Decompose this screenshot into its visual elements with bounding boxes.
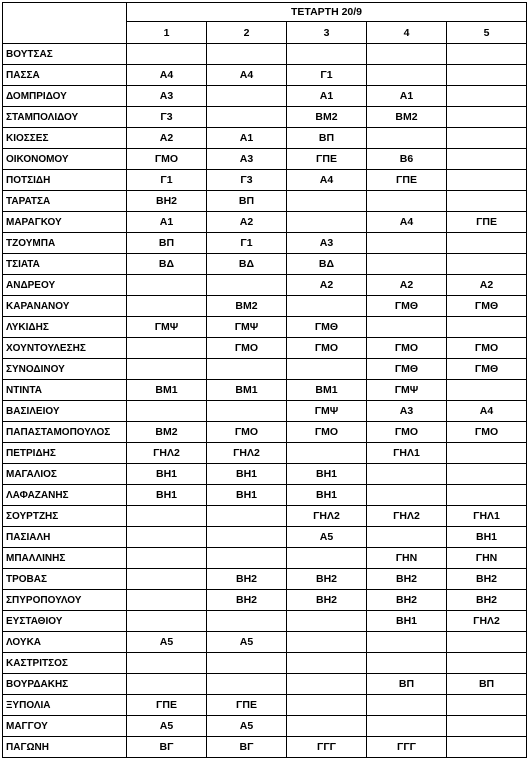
class-cell: ΓΜΨ bbox=[287, 401, 367, 422]
teacher-name: ΚΙΟΣΣΕΣ bbox=[3, 128, 127, 149]
class-cell: ΒΗ2 bbox=[127, 191, 207, 212]
class-cell bbox=[127, 527, 207, 548]
class-cell bbox=[367, 317, 447, 338]
class-cell: Α2 bbox=[207, 212, 287, 233]
class-cell: ΒΠ bbox=[287, 128, 367, 149]
schedule-body bbox=[3, 3, 527, 758]
table-row bbox=[3, 611, 527, 632]
class-cell: Α2 bbox=[127, 128, 207, 149]
class-cell bbox=[447, 653, 527, 674]
class-cell: Γ1 bbox=[127, 170, 207, 191]
class-cell bbox=[287, 674, 367, 695]
teacher-name: ΠΕΤΡΙΔΗΣ bbox=[3, 443, 127, 464]
class-cell: ΒΗ2 bbox=[287, 590, 367, 611]
class-cell bbox=[127, 275, 207, 296]
class-cell bbox=[447, 107, 527, 128]
class-cell bbox=[207, 275, 287, 296]
table-row bbox=[3, 296, 527, 317]
period-header: 1 bbox=[127, 22, 207, 44]
class-cell bbox=[447, 170, 527, 191]
table-row bbox=[3, 443, 527, 464]
table-row bbox=[3, 632, 527, 653]
teacher-name: ΤΡΟΒΑΣ bbox=[3, 569, 127, 590]
class-cell bbox=[127, 590, 207, 611]
teacher-name: ΑΝΔΡΕΟΥ bbox=[3, 275, 127, 296]
class-cell bbox=[207, 401, 287, 422]
teacher-name: ΒΟΥΤΣΑΣ bbox=[3, 44, 127, 65]
class-cell bbox=[367, 695, 447, 716]
class-cell: Α3 bbox=[287, 233, 367, 254]
class-cell: ΓΜΘ bbox=[287, 317, 367, 338]
teacher-name: ΛΟΥΚΑ bbox=[3, 632, 127, 653]
table-row bbox=[3, 128, 527, 149]
class-cell: ΓΠΕ bbox=[207, 695, 287, 716]
class-cell bbox=[367, 464, 447, 485]
class-cell: ΓΜΟ bbox=[287, 338, 367, 359]
class-cell bbox=[447, 254, 527, 275]
class-cell: Α3 bbox=[367, 401, 447, 422]
class-cell: ΓΠΕ bbox=[447, 212, 527, 233]
class-cell bbox=[207, 359, 287, 380]
class-cell: ΒΗ2 bbox=[367, 590, 447, 611]
teacher-name: ΜΑΓΑΛΙΟΣ bbox=[3, 464, 127, 485]
table-row bbox=[3, 527, 527, 548]
teacher-name: ΝΤΙΝΤΑ bbox=[3, 380, 127, 401]
table-row bbox=[3, 149, 527, 170]
teacher-name: ΠΑΣΙΑΛΗ bbox=[3, 527, 127, 548]
class-cell bbox=[127, 359, 207, 380]
table-row bbox=[3, 590, 527, 611]
teacher-name: ΣΟΥΡΤΖΗΣ bbox=[3, 506, 127, 527]
table-row bbox=[3, 485, 527, 506]
table-row bbox=[3, 44, 527, 65]
class-cell: Α1 bbox=[127, 212, 207, 233]
class-cell: ΒΗ2 bbox=[207, 569, 287, 590]
class-cell: ΒΗ1 bbox=[287, 464, 367, 485]
class-cell: ΓΓΓ bbox=[367, 737, 447, 758]
class-cell bbox=[127, 338, 207, 359]
teacher-name: ΜΑΓΓΟΥ bbox=[3, 716, 127, 737]
teacher-name: ΒΟΥΡΔΑΚΗΣ bbox=[3, 674, 127, 695]
class-cell: ΓΜΨ bbox=[207, 317, 287, 338]
table-row bbox=[3, 338, 527, 359]
class-cell bbox=[127, 653, 207, 674]
teacher-name: ΣΤΑΜΠΟΛΙΔΟΥ bbox=[3, 107, 127, 128]
class-cell bbox=[127, 569, 207, 590]
table-row bbox=[3, 212, 527, 233]
class-cell bbox=[287, 632, 367, 653]
table-row bbox=[3, 464, 527, 485]
day-label: ΤΕΤΑΡΤΗ 20/9 bbox=[127, 3, 527, 22]
class-cell: ΓΜΟ bbox=[207, 338, 287, 359]
table-row bbox=[3, 254, 527, 275]
class-cell: ΒΜ2 bbox=[127, 422, 207, 443]
teacher-name: ΟΙΚΟΝΟΜΟΥ bbox=[3, 149, 127, 170]
class-cell bbox=[447, 464, 527, 485]
class-cell: Α4 bbox=[367, 212, 447, 233]
class-cell: ΓΗΛ2 bbox=[127, 443, 207, 464]
class-cell: ΓΜΘ bbox=[447, 359, 527, 380]
class-cell: ΓΜΟ bbox=[127, 149, 207, 170]
class-cell: ΒΠ bbox=[207, 191, 287, 212]
class-cell bbox=[447, 128, 527, 149]
teacher-name: ΠΟΤΣΙΔΗ bbox=[3, 170, 127, 191]
class-cell bbox=[447, 443, 527, 464]
table-row bbox=[3, 275, 527, 296]
table-row bbox=[3, 548, 527, 569]
class-cell: ΓΠΕ bbox=[127, 695, 207, 716]
class-cell: ΓΜΟ bbox=[207, 422, 287, 443]
teacher-name: ΜΠΑΛΛΙΝΗΣ bbox=[3, 548, 127, 569]
period-header: 5 bbox=[447, 22, 527, 44]
class-cell: ΒΓ bbox=[207, 737, 287, 758]
class-cell: ΒΗ2 bbox=[447, 590, 527, 611]
table-row bbox=[3, 380, 527, 401]
class-cell bbox=[367, 632, 447, 653]
class-cell: Β6 bbox=[367, 149, 447, 170]
class-cell bbox=[287, 359, 367, 380]
class-cell: Α2 bbox=[287, 275, 367, 296]
class-cell: Γ1 bbox=[287, 65, 367, 86]
class-cell: ΒΠ bbox=[367, 674, 447, 695]
class-cell: Α3 bbox=[127, 86, 207, 107]
teacher-name: ΛΥΚΙΔΗΣ bbox=[3, 317, 127, 338]
class-cell bbox=[207, 611, 287, 632]
table-row bbox=[3, 359, 527, 380]
class-cell bbox=[287, 212, 367, 233]
class-cell: ΓΜΘ bbox=[367, 296, 447, 317]
teacher-name: ΠΑΠΑΣΤΑΜΟΠΟΥΛΟΣ bbox=[3, 422, 127, 443]
class-cell bbox=[367, 485, 447, 506]
class-cell: Α4 bbox=[127, 65, 207, 86]
class-cell bbox=[207, 44, 287, 65]
class-cell: ΒΔ bbox=[207, 254, 287, 275]
teacher-name: ΠΑΣΣΑ bbox=[3, 65, 127, 86]
class-cell: ΓΠΕ bbox=[367, 170, 447, 191]
class-cell: ΒΗ2 bbox=[367, 569, 447, 590]
class-cell: ΒΓ bbox=[127, 737, 207, 758]
table-row bbox=[3, 695, 527, 716]
class-cell: ΒΗ2 bbox=[447, 569, 527, 590]
class-cell bbox=[207, 527, 287, 548]
class-cell bbox=[127, 44, 207, 65]
table-row bbox=[3, 233, 527, 254]
class-cell: ΓΜΟ bbox=[287, 422, 367, 443]
table-row bbox=[3, 107, 527, 128]
class-cell: ΒΗ1 bbox=[287, 485, 367, 506]
class-cell: ΓΜΨ bbox=[367, 380, 447, 401]
class-cell: ΒΜ2 bbox=[367, 107, 447, 128]
teacher-name: ΣΥΝΟΔΙΝΟΥ bbox=[3, 359, 127, 380]
class-cell: ΓΜΟ bbox=[367, 422, 447, 443]
teacher-name: ΕΥΣΤΑΘΙΟΥ bbox=[3, 611, 127, 632]
class-cell bbox=[447, 632, 527, 653]
class-cell: ΓΓΓ bbox=[287, 737, 367, 758]
class-cell bbox=[287, 611, 367, 632]
class-cell bbox=[367, 128, 447, 149]
class-cell: ΓΜΟ bbox=[447, 338, 527, 359]
class-cell: ΓΗΛ2 bbox=[207, 443, 287, 464]
class-cell bbox=[447, 317, 527, 338]
class-cell: ΓΗΝ bbox=[367, 548, 447, 569]
class-cell bbox=[287, 296, 367, 317]
class-cell bbox=[367, 716, 447, 737]
class-cell: Α1 bbox=[287, 86, 367, 107]
class-cell: ΒΠ bbox=[447, 674, 527, 695]
teacher-name: ΜΑΡΑΓΚΟΥ bbox=[3, 212, 127, 233]
class-cell: Α5 bbox=[287, 527, 367, 548]
class-cell: Α3 bbox=[207, 149, 287, 170]
class-cell bbox=[127, 548, 207, 569]
class-cell bbox=[367, 65, 447, 86]
class-cell bbox=[367, 653, 447, 674]
class-cell: ΓΗΛ1 bbox=[447, 506, 527, 527]
teacher-name: ΞΥΠΟΛΙΑ bbox=[3, 695, 127, 716]
class-cell: ΒΠ bbox=[127, 233, 207, 254]
teacher-name: ΤΣΙΑΤΑ bbox=[3, 254, 127, 275]
class-cell: ΓΠΕ bbox=[287, 149, 367, 170]
class-cell: Γ1 bbox=[207, 233, 287, 254]
schedule-table bbox=[2, 2, 527, 758]
class-cell bbox=[207, 674, 287, 695]
table-row bbox=[3, 191, 527, 212]
class-cell: Γ3 bbox=[207, 170, 287, 191]
class-cell bbox=[207, 86, 287, 107]
class-cell: Α4 bbox=[207, 65, 287, 86]
class-cell bbox=[287, 443, 367, 464]
class-cell: ΒΗ1 bbox=[127, 485, 207, 506]
class-cell: ΓΜΟ bbox=[367, 338, 447, 359]
class-cell: ΓΜΟ bbox=[447, 422, 527, 443]
class-cell bbox=[207, 548, 287, 569]
table-row bbox=[3, 716, 527, 737]
class-cell: ΒΜ1 bbox=[127, 380, 207, 401]
class-cell: Α2 bbox=[447, 275, 527, 296]
class-cell bbox=[447, 191, 527, 212]
class-cell bbox=[127, 296, 207, 317]
class-cell bbox=[127, 401, 207, 422]
class-cell: ΒΔ bbox=[287, 254, 367, 275]
class-cell bbox=[447, 233, 527, 254]
corner-cell bbox=[3, 3, 127, 44]
class-cell: ΒΜ2 bbox=[207, 296, 287, 317]
teacher-name: ΣΠΥΡΟΠΟΥΛΟΥ bbox=[3, 590, 127, 611]
class-cell bbox=[447, 485, 527, 506]
class-cell: ΓΜΘ bbox=[367, 359, 447, 380]
class-cell: ΒΜ1 bbox=[207, 380, 287, 401]
class-cell bbox=[447, 695, 527, 716]
table-row bbox=[3, 653, 527, 674]
teacher-name: ΚΑΡΑΝΑΝΟΥ bbox=[3, 296, 127, 317]
period-header: 3 bbox=[287, 22, 367, 44]
class-cell bbox=[447, 380, 527, 401]
table-row bbox=[3, 170, 527, 191]
class-cell: ΒΗ2 bbox=[207, 590, 287, 611]
class-cell: ΓΗΛ2 bbox=[287, 506, 367, 527]
class-cell: ΓΗΛ2 bbox=[447, 611, 527, 632]
teacher-name: ΔΟΜΠΡΙΔΟΥ bbox=[3, 86, 127, 107]
class-cell: ΒΗ1 bbox=[207, 485, 287, 506]
class-cell: ΒΗ1 bbox=[367, 611, 447, 632]
class-cell bbox=[447, 44, 527, 65]
class-cell: Α1 bbox=[367, 86, 447, 107]
class-cell bbox=[367, 527, 447, 548]
table-row bbox=[3, 317, 527, 338]
period-header: 2 bbox=[207, 22, 287, 44]
table-row bbox=[3, 65, 527, 86]
class-cell: ΒΜ2 bbox=[287, 107, 367, 128]
class-cell: Α5 bbox=[127, 632, 207, 653]
class-cell bbox=[127, 506, 207, 527]
teacher-name: ΚΑΣΤΡΙΤΣΟΣ bbox=[3, 653, 127, 674]
class-cell: Α2 bbox=[367, 275, 447, 296]
class-cell bbox=[447, 716, 527, 737]
class-cell bbox=[367, 191, 447, 212]
class-cell: Α4 bbox=[447, 401, 527, 422]
class-cell bbox=[287, 716, 367, 737]
class-cell bbox=[367, 254, 447, 275]
class-cell: Α5 bbox=[127, 716, 207, 737]
class-cell: Α1 bbox=[207, 128, 287, 149]
table-row bbox=[3, 506, 527, 527]
table-row bbox=[3, 737, 527, 758]
class-cell bbox=[447, 737, 527, 758]
class-cell: ΓΗΛ1 bbox=[367, 443, 447, 464]
teacher-name: ΠΑΓΩΝΗ bbox=[3, 737, 127, 758]
class-cell bbox=[207, 506, 287, 527]
class-cell: Α4 bbox=[287, 170, 367, 191]
table-row bbox=[3, 569, 527, 590]
class-cell: ΒΔ bbox=[127, 254, 207, 275]
class-cell bbox=[127, 611, 207, 632]
class-cell: ΒΗ1 bbox=[127, 464, 207, 485]
class-cell: ΓΗΝ bbox=[447, 548, 527, 569]
class-cell: ΒΗ1 bbox=[447, 527, 527, 548]
class-cell bbox=[447, 86, 527, 107]
class-cell: Α5 bbox=[207, 716, 287, 737]
class-cell bbox=[287, 548, 367, 569]
table-row bbox=[3, 401, 527, 422]
class-cell: Α5 bbox=[207, 632, 287, 653]
teacher-name: ΤΖΟΥΜΠΑ bbox=[3, 233, 127, 254]
class-cell: ΓΜΘ bbox=[447, 296, 527, 317]
class-cell bbox=[367, 44, 447, 65]
class-cell bbox=[447, 149, 527, 170]
class-cell bbox=[287, 653, 367, 674]
table-row bbox=[3, 86, 527, 107]
table-row bbox=[3, 674, 527, 695]
class-cell bbox=[207, 653, 287, 674]
class-cell: ΒΜ1 bbox=[287, 380, 367, 401]
class-cell: ΓΜΨ bbox=[127, 317, 207, 338]
class-cell bbox=[367, 233, 447, 254]
teacher-name: ΤΑΡΑΤΣΑ bbox=[3, 191, 127, 212]
period-header: 4 bbox=[367, 22, 447, 44]
table-row bbox=[3, 422, 527, 443]
teacher-name: ΒΑΣΙΛΕΙΟΥ bbox=[3, 401, 127, 422]
class-cell bbox=[287, 695, 367, 716]
class-cell: Γ3 bbox=[127, 107, 207, 128]
class-cell: ΒΗ1 bbox=[207, 464, 287, 485]
class-cell: ΓΗΛ2 bbox=[367, 506, 447, 527]
class-cell: ΒΗ2 bbox=[287, 569, 367, 590]
class-cell bbox=[447, 65, 527, 86]
class-cell bbox=[207, 107, 287, 128]
teacher-name: ΛΑΦΑΖΑΝΗΣ bbox=[3, 485, 127, 506]
day-header-row bbox=[3, 3, 527, 22]
class-cell bbox=[127, 674, 207, 695]
class-cell bbox=[287, 191, 367, 212]
class-cell bbox=[287, 44, 367, 65]
teacher-name: ΧΟΥΝΤΟΥΛΕΣΗΣ bbox=[3, 338, 127, 359]
